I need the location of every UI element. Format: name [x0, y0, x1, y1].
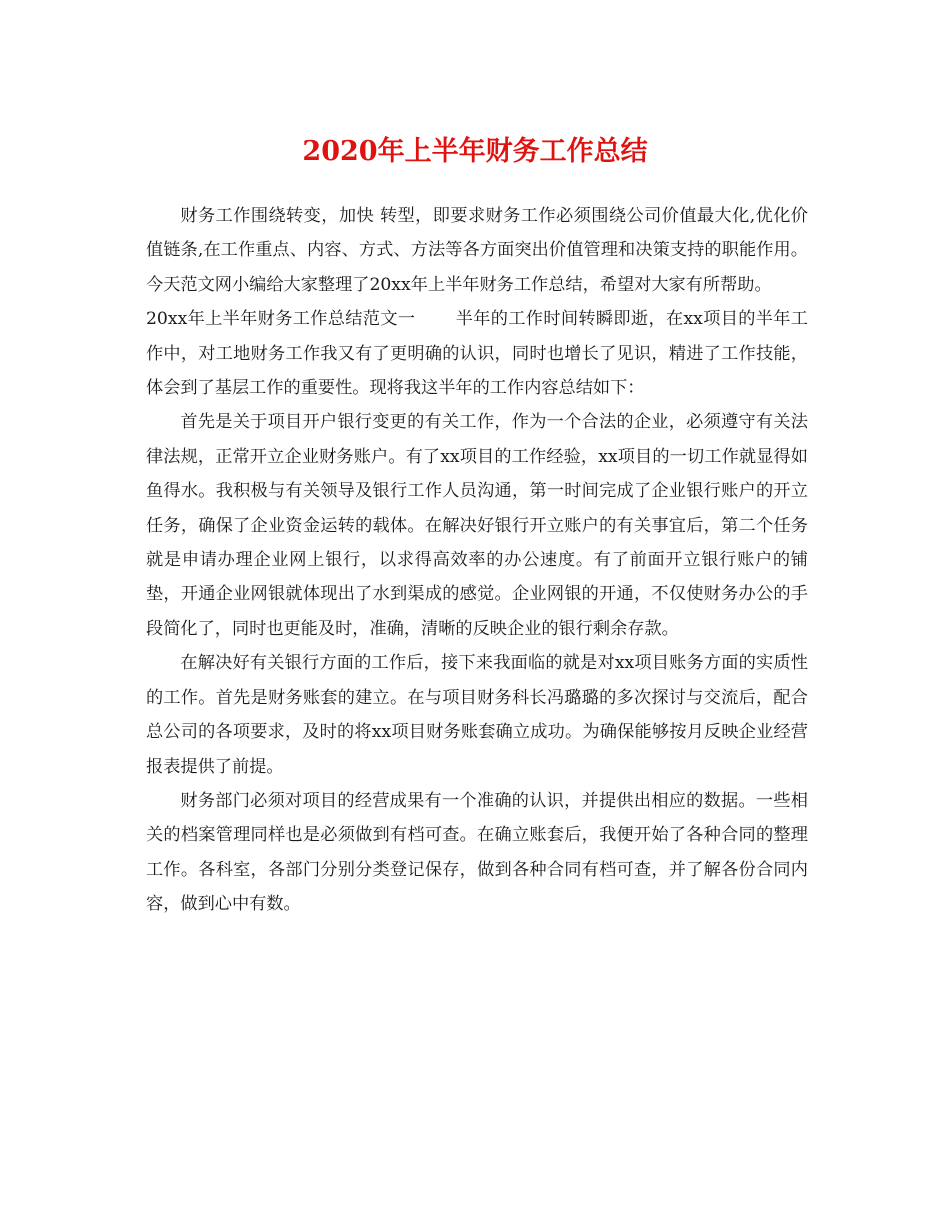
body-paragraph-archives: 财务部门必须对项目的经营成果有一个准确的认识，并提供出相应的数据。一些相关的档案管理同样也是必须做到有档可查。在确立账套后，我便开始了各种合同的整理工作。各科室，各部门分别分类登记保存，做到各种合同有档可查，并了解各份合同内容，做到心中有数。 — [146, 790, 808, 915]
body-paragraph-account-sets: 在解决好有关银行方面的工作后，接下来我面临的就是对xx项目账务方面的实质性的工作。首先是财务账套的建立。在与项目财务科长冯璐璐的多次探讨与交流后，配合总公司的各项要求，及时的将xx项目财务账套确立成功。为确保能够按月反映企业经营报表提供了前提。 — [146, 653, 808, 777]
sample-lead-text: 半年的工作时间转瞬即逝，在xx项目的半年工作中，对工地财务工作我又有了更明确的认识，同时也增长了见识，精进了工作技能，体会到了基层工作的重要性。现将我这半年的工作内容总结如下： — [146, 309, 808, 399]
sample-paragraph — [146, 302, 808, 405]
body-paragraph-bank-accounts: 首先是关于项目开户银行变更的有关工作，作为一个合法的企业，必须遵守有关法律法规，正常开立企业财务账户。有了xx项目的工作经验，xx项目的一切工作就显得如鱼得水。我积极与有关领导及银行工作人员沟通，第一时间完成了企业银行账户的开立任务，确保了企业资金运转的载体。在解决好银行开立账户的有关事宜后，第二个任务就是申请办理企业网上银行，以求得高效率的办公速度。有了前面开立银行账户的铺垫，开通企业网银就体现出了水到渠成的感觉。企业网银的开通，不仅使财务办公的手段简化了，同时也更能及时，准确，清晰的反映企业的银行剩余存款。 — [146, 412, 808, 639]
sample-heading: 20xx年上半年财务工作总结范文一 — [146, 309, 416, 330]
document-title: 2020年上半年财务工作总结 — [302, 136, 648, 167]
document-body — [146, 199, 808, 922]
intro-paragraph: 财务工作围绕转变，加快 转型，即要求财务工作必须围绕公司价值最大化,优化价值链条,在工作重点、内容、方式、方法等各方面突出价值管理和决策支持的职能作用。今天范文网小编给大家整理了20xx年上半年财务工作总结，希望对大家有所帮助。 — [146, 206, 808, 295]
